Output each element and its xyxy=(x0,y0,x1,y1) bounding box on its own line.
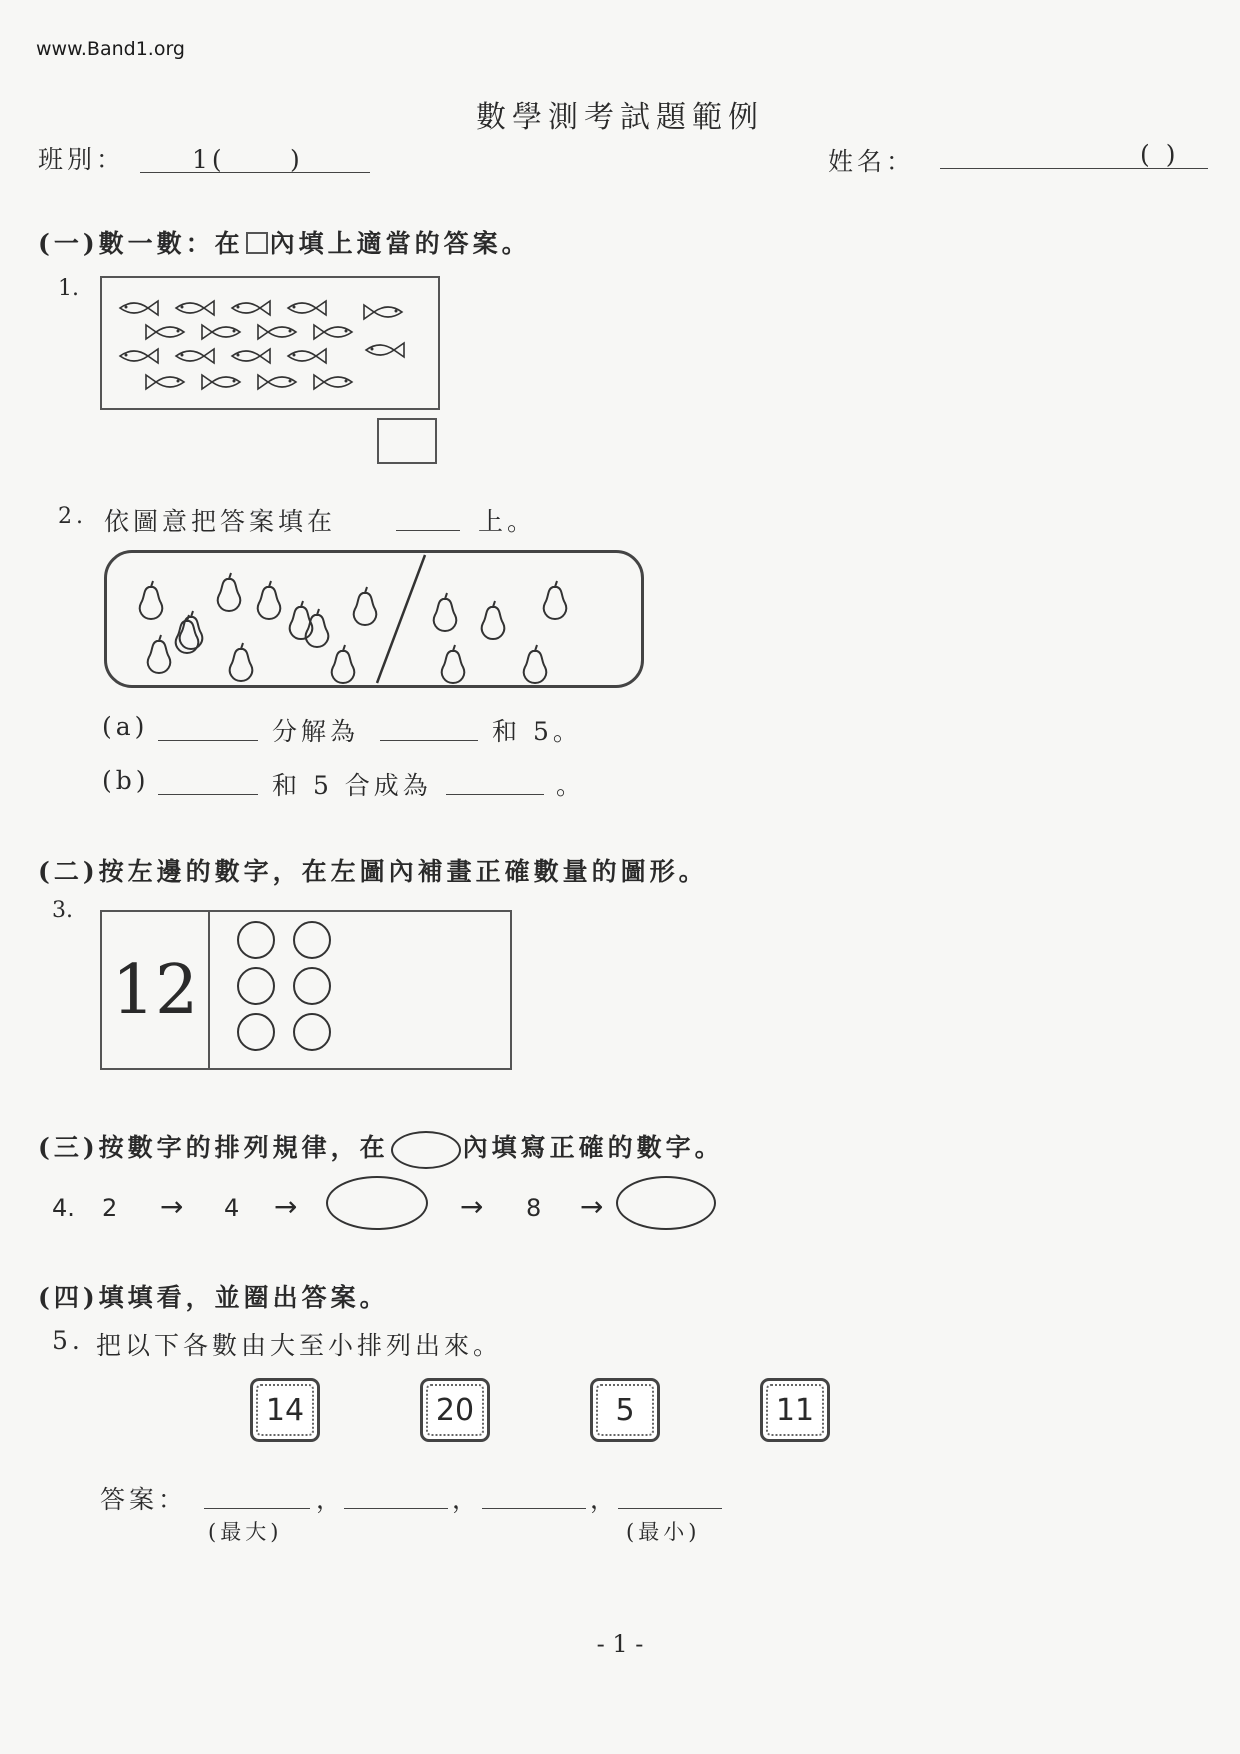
pear-icon xyxy=(230,643,253,681)
fish-icon xyxy=(202,325,240,339)
fish-icon xyxy=(288,349,326,363)
q2a-blank-1[interactable] xyxy=(158,740,258,741)
class-label: 班別： xyxy=(38,145,126,174)
seq-item-2: 4 xyxy=(224,1194,240,1222)
q5-number: 5. xyxy=(52,1326,84,1355)
q2-text-after: 上。 xyxy=(478,507,537,536)
seq-answer-oval-2[interactable] xyxy=(616,1176,716,1230)
section4-heading: (四)填填看，並圈出答案。 xyxy=(38,1283,389,1312)
fish-icon xyxy=(364,305,402,319)
pear-icon xyxy=(140,581,163,619)
pear-group xyxy=(107,553,641,685)
fish-icon xyxy=(314,325,352,339)
q4-number: 4. xyxy=(52,1194,75,1222)
pear-icon xyxy=(524,645,547,683)
fish-icon xyxy=(232,301,270,315)
q2b-end: 。 xyxy=(556,771,586,800)
fish-icon xyxy=(120,301,158,315)
q3-number: 3. xyxy=(52,898,73,923)
number-card: 14 xyxy=(250,1378,320,1442)
fish-icon xyxy=(146,375,184,389)
comma: ， xyxy=(590,1485,620,1514)
circle-shape xyxy=(238,922,274,958)
fish-icon xyxy=(146,325,184,339)
fish-icon xyxy=(314,375,352,389)
arrow-icon: → xyxy=(460,1190,484,1223)
answer-blank-1[interactable] xyxy=(204,1508,310,1509)
q3-frame xyxy=(100,910,512,1070)
seq-item-4: 8 xyxy=(526,1194,542,1222)
q2a-end: 和 5。 xyxy=(492,717,582,746)
answer-blank-2[interactable] xyxy=(344,1508,448,1509)
fish-icon xyxy=(366,343,404,357)
pear-icon xyxy=(354,587,377,625)
q2-sample-blank xyxy=(396,530,460,531)
pear-picture-frame xyxy=(104,550,644,688)
fish-icon xyxy=(120,349,158,363)
section1-heading: (一)數一數：在 內填上適當的答案。 xyxy=(38,229,531,258)
pear-icon xyxy=(148,635,171,673)
fish-icon xyxy=(202,375,240,389)
q1-number: 1. xyxy=(58,276,79,301)
q1-answer-box[interactable] xyxy=(377,418,437,464)
pear-icon xyxy=(176,615,199,653)
class-underline xyxy=(140,172,370,173)
pear-icon xyxy=(434,593,457,631)
pear-icon xyxy=(290,601,313,639)
q2b-blank-2[interactable] xyxy=(446,794,544,795)
smallest-label: (最小) xyxy=(626,1520,701,1544)
circle-shape xyxy=(294,922,330,958)
section2-heading: (二)按左邊的數字，在左圖內補畫正確數量的圖形。 xyxy=(38,857,708,886)
pear-icon xyxy=(544,581,567,619)
q5-text: 把以下各數由大至小排列出來。 xyxy=(96,1331,503,1360)
class-close-paren: ) xyxy=(290,145,304,174)
name-paren: ( ) xyxy=(1140,140,1180,169)
largest-label: (最大) xyxy=(208,1520,283,1544)
divider-line xyxy=(377,555,425,683)
section3-heading: (三)按數字的排列規律，在 內填寫正確的數字。 xyxy=(38,1128,724,1169)
fish-icon xyxy=(288,301,326,315)
answer-blank-4[interactable] xyxy=(618,1508,722,1509)
class-value: 1( xyxy=(192,145,226,174)
site-url: www.Band1.org xyxy=(36,38,185,60)
arrow-icon: → xyxy=(160,1190,184,1223)
answer-box-icon xyxy=(246,232,268,254)
circle-shape xyxy=(238,968,274,1004)
number-card: 5 xyxy=(590,1378,660,1442)
q2b-mid: 和 5 合成為 xyxy=(272,771,432,800)
comma: ， xyxy=(452,1485,482,1514)
circle-shape xyxy=(294,1014,330,1050)
circle-shape xyxy=(294,968,330,1004)
q2a-label: (a) xyxy=(102,712,149,741)
q2b-label: (b) xyxy=(102,766,150,795)
q2a-mid: 分解為 xyxy=(272,717,360,746)
answer-label: 答案： xyxy=(100,1485,188,1514)
name-label: 姓名： xyxy=(828,147,916,176)
page-title: 數學測考試題範例 xyxy=(476,100,764,135)
answer-blank-3[interactable] xyxy=(482,1508,586,1509)
comma: ， xyxy=(316,1485,346,1514)
q2-text-before: 依圖意把答案填在 xyxy=(104,507,337,536)
pear-icon xyxy=(306,609,329,647)
target-number: 12 xyxy=(102,912,210,1068)
fish-icon xyxy=(176,301,214,315)
circle-shape xyxy=(238,1014,274,1050)
pear-icon xyxy=(442,645,465,683)
arrow-icon: → xyxy=(274,1190,298,1223)
fish-icon xyxy=(176,349,214,363)
seq-item-1: 2 xyxy=(102,1194,118,1222)
fish-icon xyxy=(258,325,296,339)
fish-icon xyxy=(232,349,270,363)
answer-oval-icon xyxy=(391,1131,461,1169)
arrow-icon: → xyxy=(580,1190,604,1223)
number-card: 11 xyxy=(760,1378,830,1442)
fish-group xyxy=(102,278,438,408)
fish-picture-frame xyxy=(100,276,440,410)
page-number: - 1 - xyxy=(596,1630,644,1658)
pear-icon xyxy=(332,645,355,683)
pear-icon xyxy=(218,573,241,611)
number-card: 20 xyxy=(420,1378,490,1442)
q2-number: 2. xyxy=(58,504,87,529)
q2a-blank-2[interactable] xyxy=(380,740,478,741)
pear-icon xyxy=(258,581,281,619)
circle-drawing-area[interactable] xyxy=(210,912,510,1068)
seq-answer-oval-1[interactable] xyxy=(326,1176,428,1230)
pear-icon xyxy=(482,601,505,639)
q2b-blank-1[interactable] xyxy=(158,794,258,795)
fish-icon xyxy=(258,375,296,389)
q4-sequence xyxy=(52,1176,752,1246)
